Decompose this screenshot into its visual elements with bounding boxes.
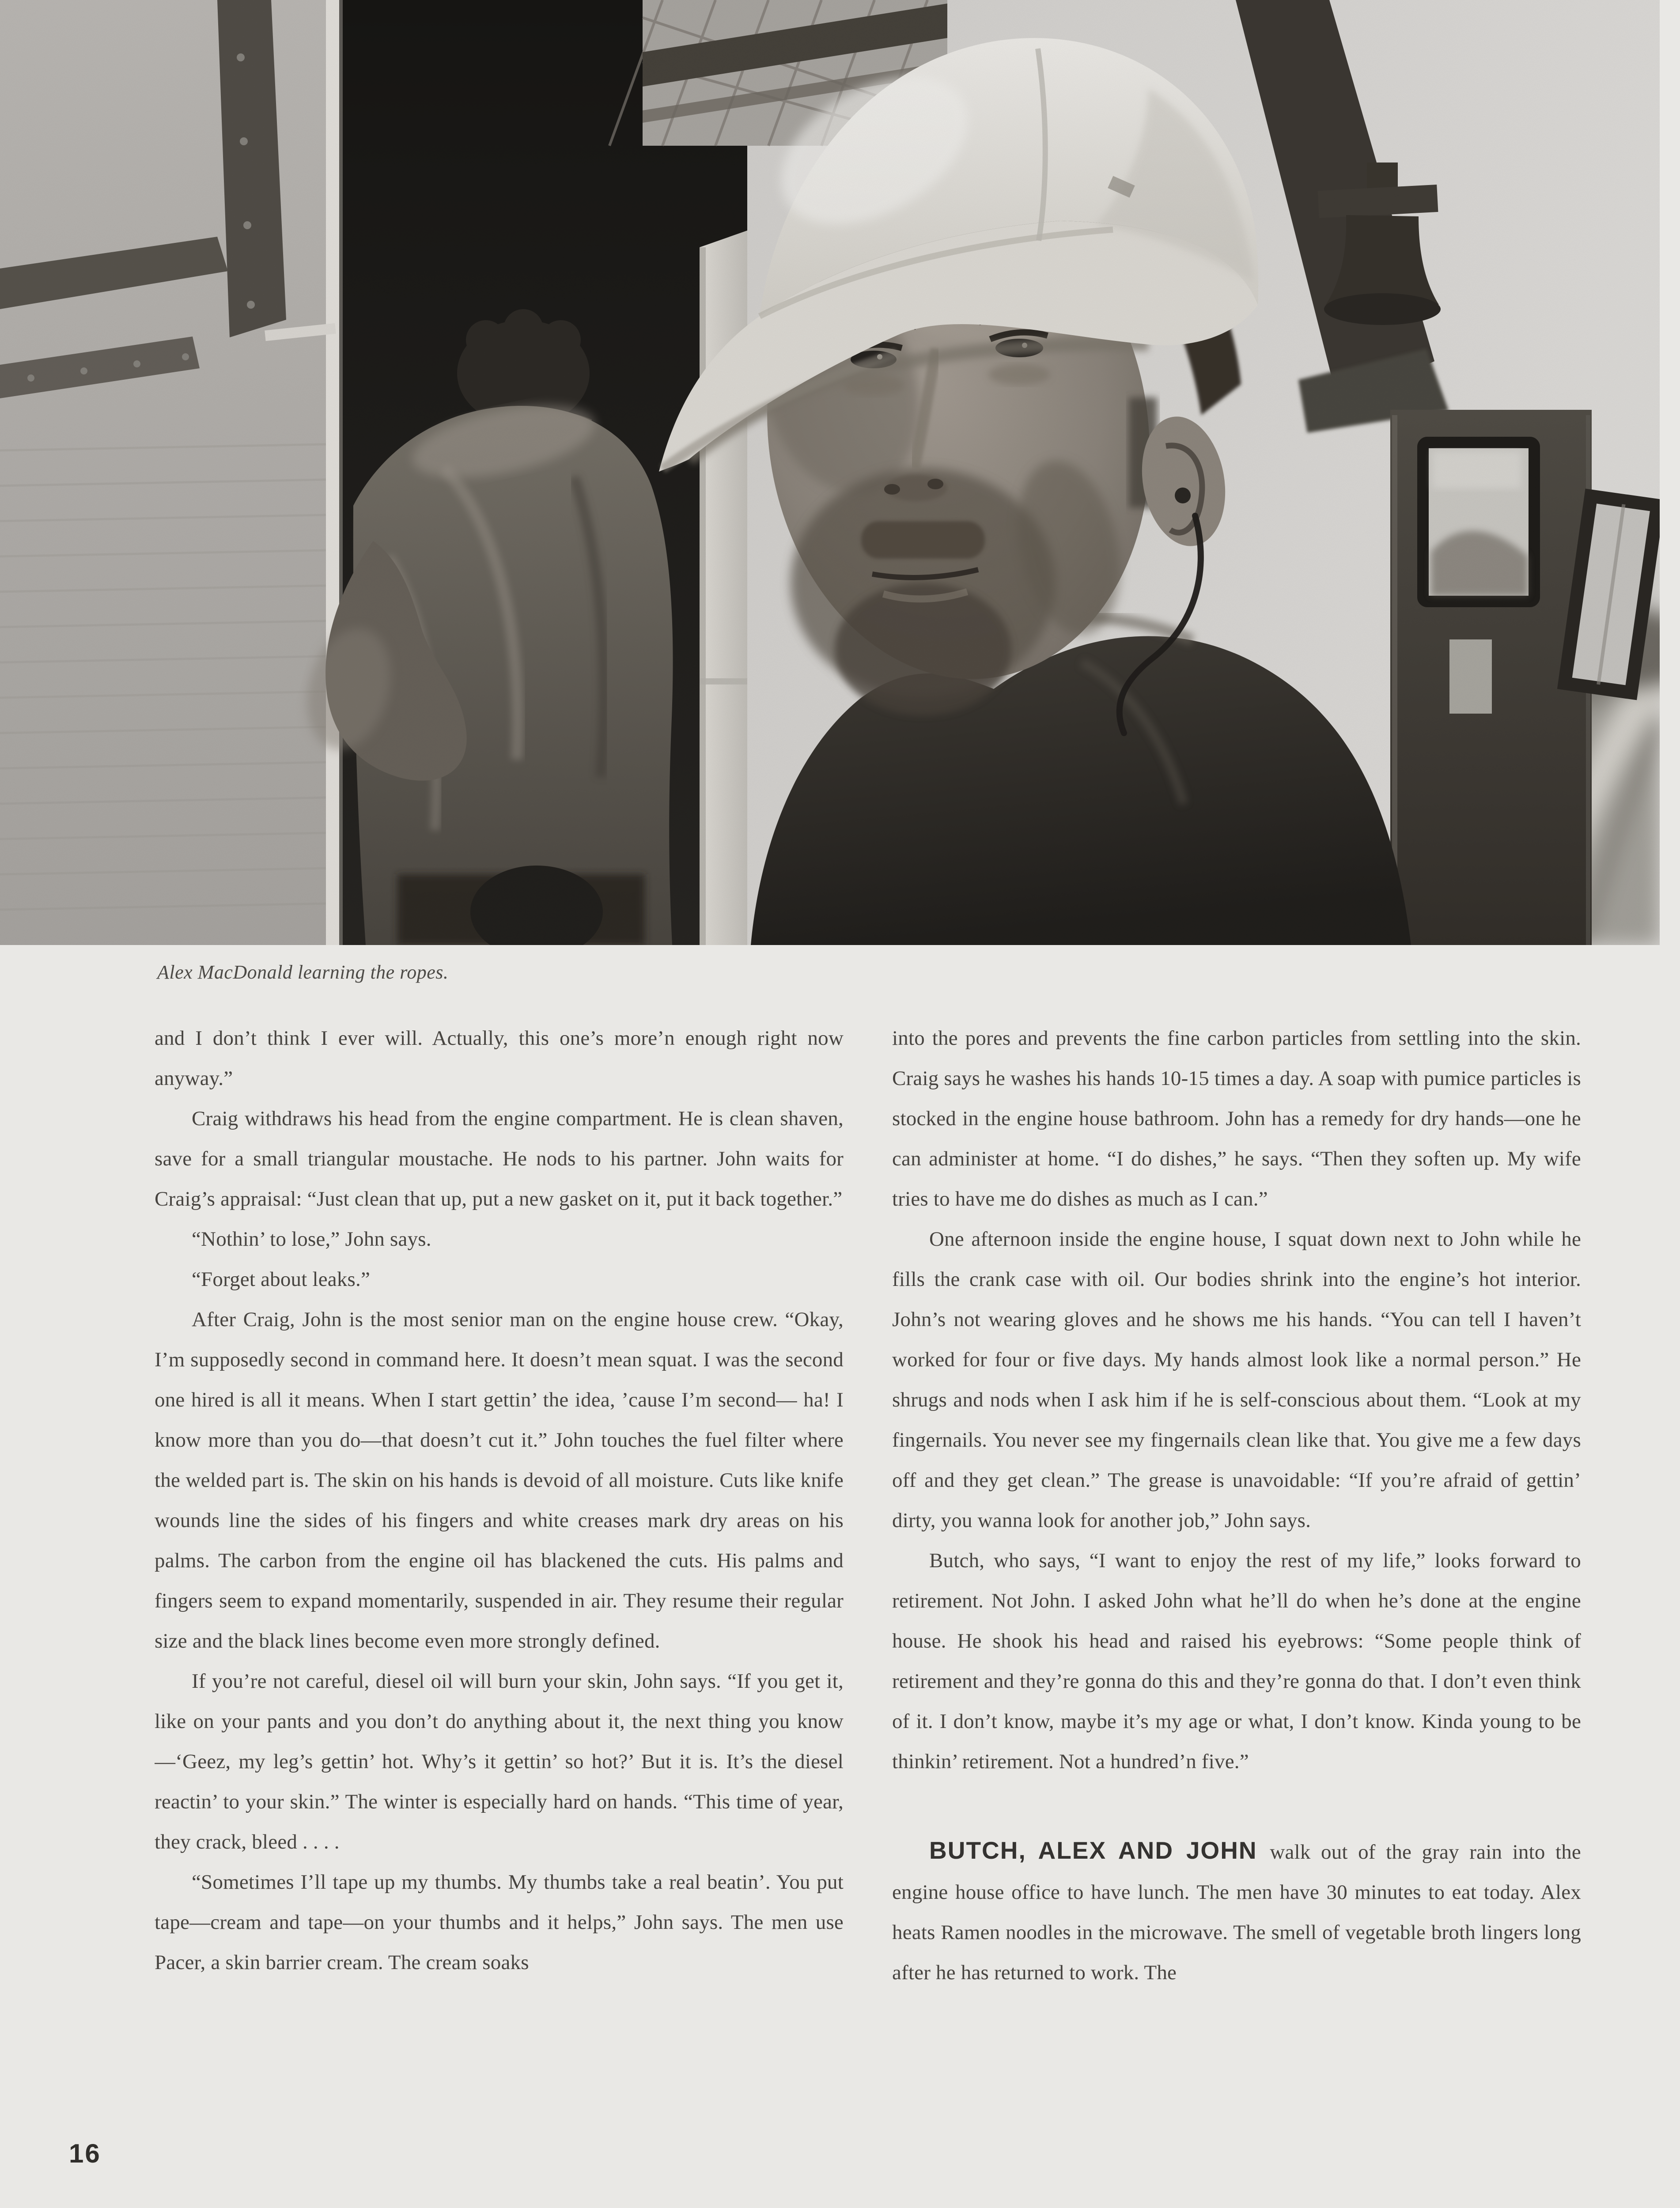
body-paragraph: “Forget about leaks.” (192, 1268, 371, 1291)
body-paragraph: and I don’t think I ever will. Actually, this one’s more’n enough right now anyway.” (155, 1027, 844, 1090)
photograph-workers-engine-house (0, 0, 1660, 945)
body-paragraph: If you’re not careful, diesel oil will burn your skin, John says. “If you get it, like on your pants and you don’t do anything about it, the next thing you know—‘Geez, my leg’s gettin’ hot. Why’s it gettin’ so hot?’ But it is. It’s the diesel reactin’ to your skin.” The winter is especially hard on hands. “This time of year, they crack, bleed . . . . (155, 1670, 844, 1853)
body-paragraph: “Sometimes I’ll tape up my thumbs. My thumbs take a real beatin’. You put tape—cream and tape—on your thumbs and it helps,” John says. The men use Pacer, a skin barrier cream. The cream soaks (155, 1871, 844, 1974)
page-number: 16 (69, 2139, 101, 2168)
body-paragraph: Craig withdraws his head from the engine compartment. He is clean shaven, save for a small triangular moustache. He nods to his partner. John waits for Craig’s appraisal: “Just clean that up, put a new gasket on it, put it back together.” (155, 1107, 844, 1210)
body-paragraph: One afternoon inside the engine house, I squat down next to John while he fills the crank case with oil. Our bodies shrink into the engine’s hot interior. John’s not wearing gloves and he shows me his hands. “You can tell I haven’t worked for four or five days. My hands almost look like a normal person.” He shrugs and nods when I ask him if he is self-conscious about them. “Look at my fingernails. You never see my fingernails clean like that. You give me a few days off and they get clean.” The grease is unavoidable: “If you’re afraid of gettin’ dirty, you wanna look for another job,” John says. (892, 1228, 1581, 1532)
photo-illustration (0, 0, 1660, 945)
body-paragraph: “Nothin’ to lose,” John says. (192, 1228, 431, 1251)
body-paragraph: into the pores and prevents the fine carbon particles from settling into the skin. Craig says he washes his hands 10-15 times a day. A soap with pumice particles is stocked in the engine house bathroom. John has a remedy for dry hands—one he can administer at home. “I do dishes,” he says. “Then they soften up. My wife tries to have me do dishes as much as I can.” (892, 1027, 1581, 1210)
article-column-left (155, 1018, 844, 2100)
film-grain (0, 0, 1660, 945)
body-paragraph: BUTCH, ALEX AND JOHN walk out of the gray rain into the engine house office to have lunch. The men have 30 minutes to eat today. Alex heats Ramen noodles in the microwave. The smell of vegetable broth lingers long after he has returned to work. The (892, 1837, 1581, 1984)
body-paragraph: Butch, who says, “I want to enjoy the rest of my life,” looks forward to retirement. Not John. I asked John what he’ll do when he’s done at the engine house. He shook his head and raised his eyebrows: “Some people think of retirement and they’re gonna do this and they’re gonna do that. I don’t even think of it. I don’t know, maybe it’s my age or what, I don’t know. Kinda young to be thinkin’ retirement. Not a hundred’n five.” (892, 1549, 1581, 1773)
body-paragraph: After Craig, John is the most senior man on the engine house crew. “Okay, I’m supposedly second in command here. It doesn’t mean squat. I was the second one hired is all it means. When I start gettin’ the idea, ’cause I’m second— ha! I know more than you do—that doesn’t cut it.” John touches the fuel filter where the welded part is. The skin on his hands is devoid of all moisture. Cuts like knife wounds line the sides of his fingers and white creases mark dry areas on his palms. The carbon from the engine oil has blackened the cuts. His palms and fingers seem to expand momentarily, suspended in air. They resume their regular size and the black lines become even more strongly defined. (155, 1308, 844, 1652)
section-lead-in: BUTCH, ALEX AND JOHN (929, 1837, 1270, 1864)
article-column-right (892, 1018, 1581, 2100)
photo-caption: Alex MacDonald learning the ropes. (157, 961, 449, 983)
